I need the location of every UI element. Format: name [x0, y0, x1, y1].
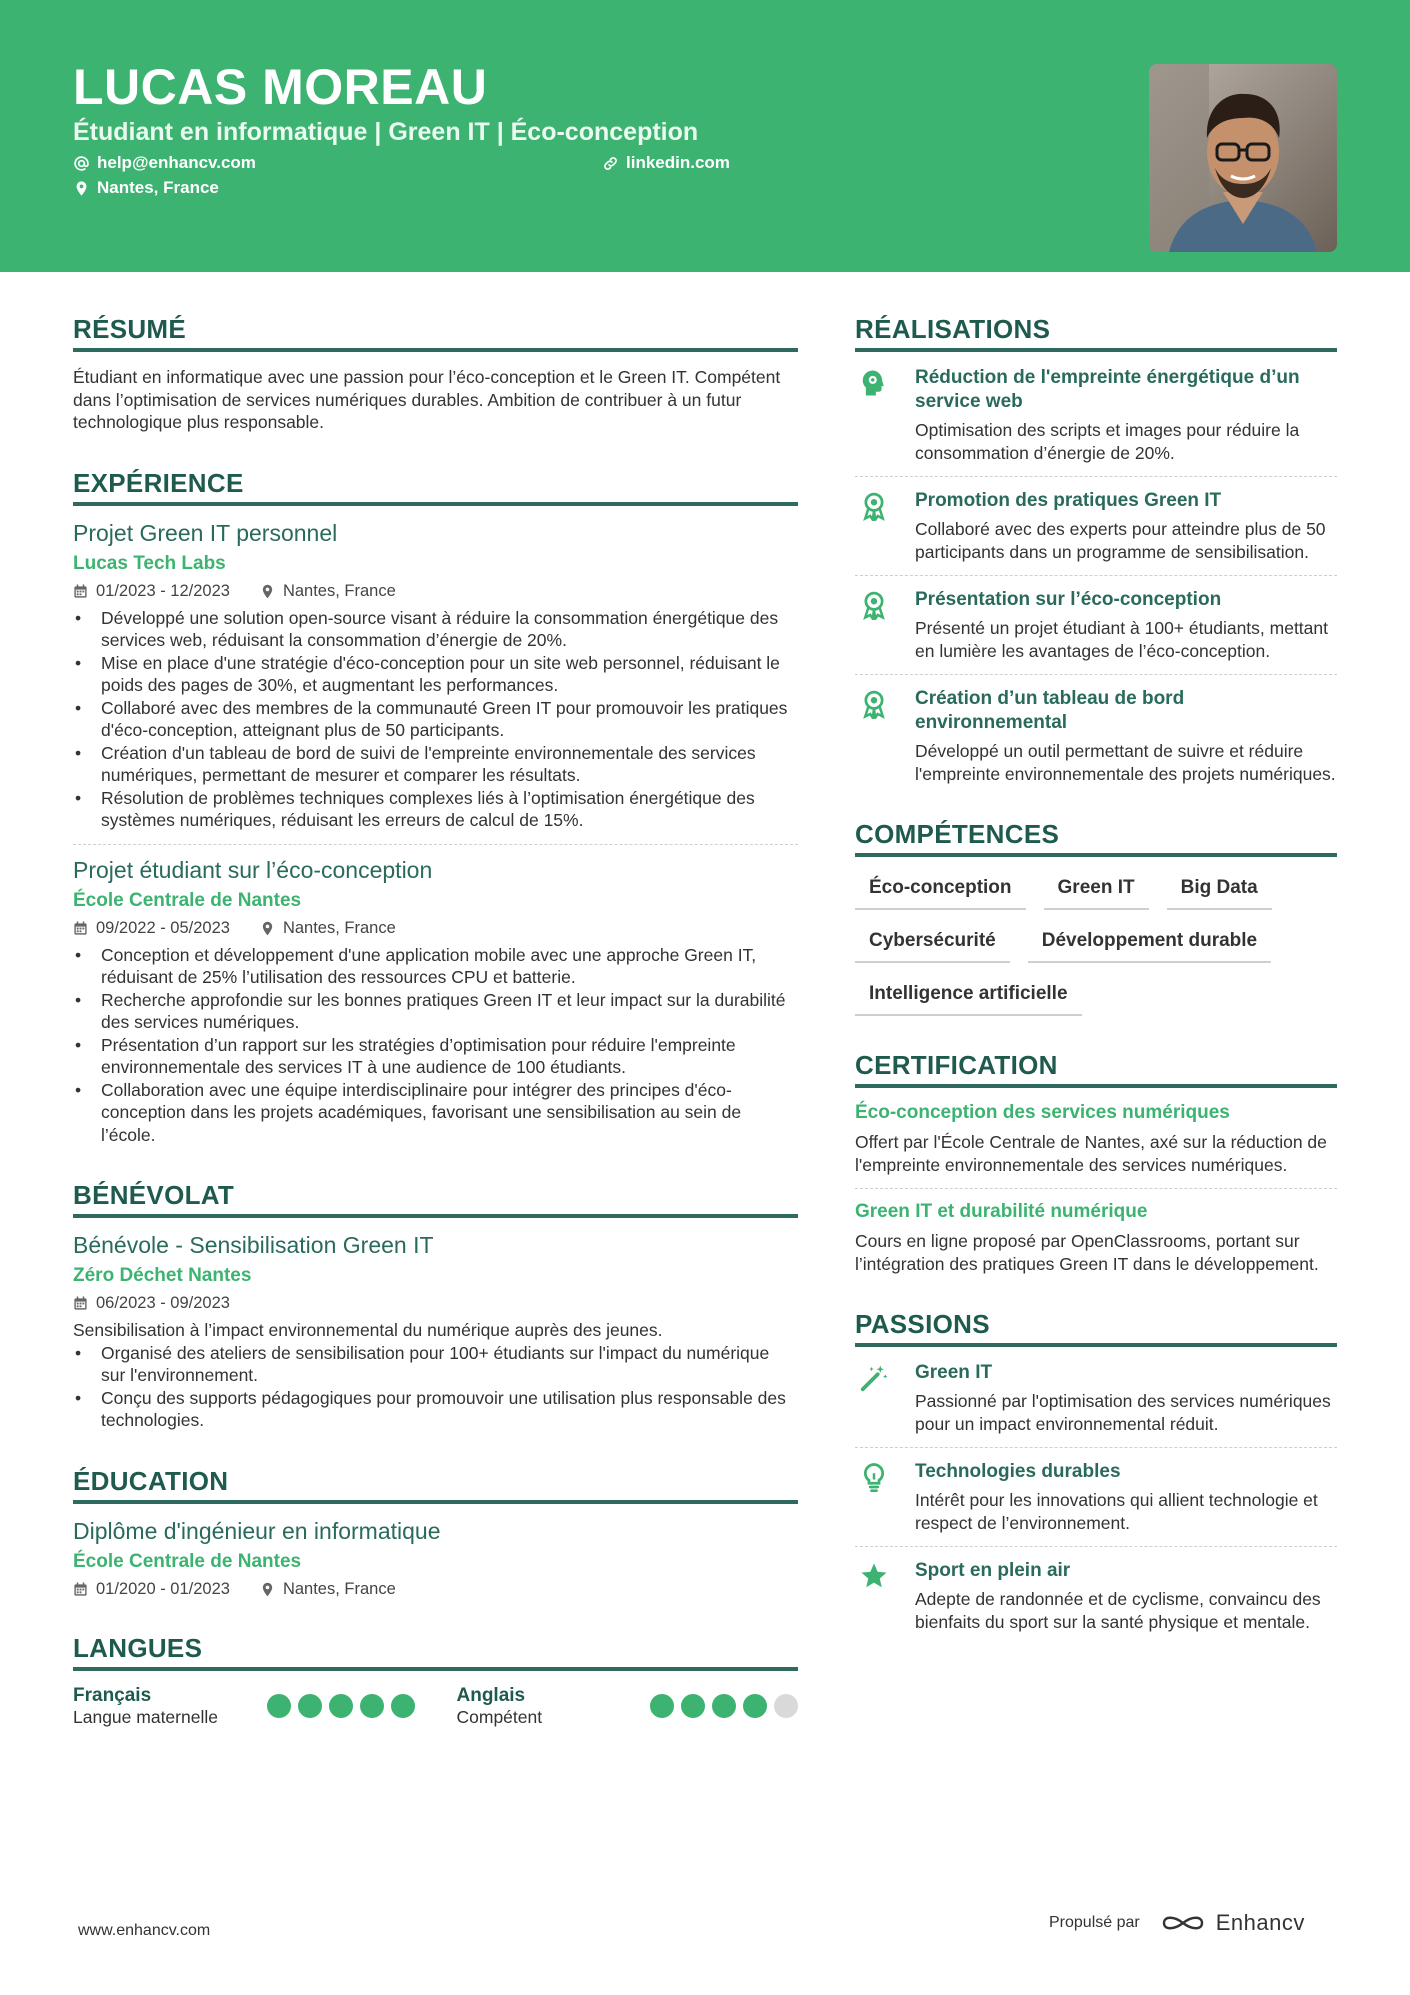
rating-dot — [650, 1694, 674, 1718]
left-column — [73, 314, 798, 1762]
language-level: Compétent — [456, 1706, 543, 1727]
candidate-title: Étudiant en informatique | Green IT | Éco-conception — [73, 118, 699, 146]
education-section — [73, 1466, 798, 1599]
lightbulb-icon — [859, 1462, 889, 1492]
achievement-title: Présentation sur l’éco-conception — [915, 589, 1222, 610]
achievement-desc: Collaboré avec des experts pour atteindre plus de 50 participants dans un programme de sensibilisation. — [915, 519, 1326, 562]
education-location — [260, 1580, 396, 1599]
volunteer-meta — [73, 1294, 798, 1313]
rating-dot — [774, 1694, 798, 1718]
list-item: • Résolution de problèmes techniques complexes liés à l’optimisation énergétique des systèmes numériques, réduisant les erreurs de calcul de 15%. — [73, 787, 798, 832]
volunteer-section — [73, 1180, 798, 1432]
skill-tag: Intelligence artificielle — [855, 977, 1082, 1016]
job-location — [260, 919, 396, 938]
achievement-item — [855, 588, 1337, 662]
right-column — [855, 314, 1337, 1667]
achievements-section — [855, 314, 1337, 785]
calendar-icon — [73, 1582, 88, 1597]
magic-wand-icon — [859, 1363, 889, 1393]
passion-item — [855, 1361, 1337, 1435]
achievement-item — [855, 489, 1337, 563]
company-name: Lucas Tech Labs — [73, 552, 226, 574]
linkedin-text: linkedin.com — [626, 153, 730, 172]
education-meta — [73, 1580, 798, 1599]
language-rating — [267, 1694, 415, 1718]
certification-section — [855, 1050, 1337, 1275]
award-icon — [859, 590, 889, 620]
award-icon — [859, 491, 889, 521]
divider — [855, 1188, 1337, 1189]
job-location-text: Nantes, France — [282, 581, 396, 600]
candidate-name: LUCAS MOREAU — [73, 59, 488, 115]
volunteer-org: Zéro Déchet Nantes — [73, 1265, 252, 1286]
languages-heading: LANGUES — [73, 1633, 798, 1671]
rating-dot — [267, 1694, 291, 1718]
job-dates-text: 01/2023 - 12/2023 — [96, 581, 230, 600]
experience-section — [73, 468, 798, 1147]
list-item: • Collaboré avec des membres de la communauté Green IT pour promouvoir les pratiques d'éco-conception, atteignant plus de 50 participants. — [73, 697, 798, 742]
language-name: Anglais — [456, 1684, 526, 1706]
star-icon — [859, 1561, 889, 1591]
job-title: Projet étudiant sur l’éco-conception — [73, 856, 433, 883]
job-dates — [73, 919, 230, 938]
degree-title: Diplôme d'ingénieur en informatique — [73, 1517, 441, 1544]
volunteer-dates — [73, 1294, 230, 1313]
passion-title: Sport en plein air — [915, 1560, 1071, 1581]
rating-dot — [298, 1694, 322, 1718]
achievement-item — [855, 687, 1337, 785]
certification-heading: CERTIFICATION — [855, 1050, 1337, 1088]
skills-list — [855, 871, 1337, 1016]
passion-desc: Intérêt pour les innovations qui allient technologie et respect de l’environnement. — [915, 1490, 1318, 1533]
rating-dot — [391, 1694, 415, 1718]
rating-dot — [743, 1694, 767, 1718]
job-location — [260, 582, 396, 601]
location-pin-icon — [73, 180, 90, 197]
education-heading: ÉDUCATION — [73, 1466, 798, 1504]
certification-desc: Offert par l'École Centrale de Nantes, axé sur la réduction de l'empreinte environnementale des services numériques. — [855, 1132, 1327, 1175]
job-title: Projet Green IT personnel — [73, 519, 338, 546]
language-item — [457, 1685, 799, 1728]
job-location-text: Nantes, France — [282, 918, 396, 937]
language-item — [73, 1685, 415, 1728]
education-dates — [73, 1580, 230, 1599]
resume-section — [73, 314, 798, 434]
school-name: École Centrale de Nantes — [73, 1550, 302, 1572]
at-icon — [73, 155, 90, 172]
skill-tag: Éco-conception — [855, 871, 1026, 910]
head-gear-icon — [859, 368, 889, 398]
list-item: • Organisé des ateliers de sensibilisation pour 100+ étudiants sur l'impact du numérique sur l'environnement. — [73, 1342, 798, 1387]
rating-dot — [681, 1694, 705, 1718]
list-item: • Mise en place d'une stratégie d'éco-conception pour un site web personnel, réduisant le poids des pages de 30%, et augmentant les performances. — [73, 652, 798, 697]
powered-by-text: Propulsé par — [1049, 1914, 1140, 1931]
skills-section — [855, 819, 1337, 1016]
certification-desc: Cours en ligne proposé par OpenClassrooms, portant sur l’intégration des pratiques Green IT dans le développement. — [855, 1231, 1319, 1274]
certification-title: Éco-conception des services numériques — [855, 1102, 1230, 1123]
divider — [855, 575, 1337, 576]
skills-heading: COMPÉTENCES — [855, 819, 1337, 857]
certification-title: Green IT et durabilité numérique — [855, 1201, 1148, 1222]
footer-site-link[interactable]: www.enhancv.com — [78, 1922, 211, 1939]
education-dates-text: 01/2020 - 01/2023 — [96, 1579, 230, 1598]
footer-brand — [1049, 1910, 1305, 1936]
job-bullets — [73, 944, 798, 1147]
achievement-title: Promotion des pratiques Green IT — [915, 490, 1222, 511]
list-item: • Collaboration avec une équipe interdisciplinaire pour intégrer des principes d'éco-conception dans les projets académiques, favorisant une sensibilisation au sein de l’école. — [73, 1079, 798, 1147]
profile-photo — [1149, 64, 1337, 252]
enhancv-logo-icon — [1160, 1911, 1206, 1935]
skill-tag: Cybersécurité — [855, 924, 1010, 963]
passions-section — [855, 1309, 1337, 1633]
enhancv-logo[interactable] — [1160, 1910, 1305, 1936]
header-banner — [0, 0, 1410, 272]
award-icon — [859, 689, 889, 719]
education-location-text: Nantes, France — [282, 1579, 396, 1598]
volunteer-title: Bénévole - Sensibilisation Green IT — [73, 1232, 434, 1258]
passion-item — [855, 1559, 1337, 1633]
passions-heading: PASSIONS — [855, 1309, 1337, 1347]
rating-dot — [712, 1694, 736, 1718]
experience-item — [73, 857, 798, 1147]
skill-tag: Développement durable — [1028, 924, 1271, 963]
list-item: • Recherche approfondie sur les bonnes pratiques Green IT et leur impact sur la durabilité des services numériques. — [73, 989, 798, 1034]
location-contact — [73, 178, 219, 198]
divider — [73, 844, 798, 845]
job-bullets — [73, 607, 798, 832]
resume-heading: RÉSUMÉ — [73, 314, 798, 352]
achievement-title: Création d’un tableau de bord environnemental — [915, 688, 1185, 733]
passion-title: Green IT — [915, 1362, 993, 1383]
calendar-icon — [73, 921, 88, 936]
certification-item — [855, 1102, 1337, 1176]
list-item: • Développé une solution open-source visant à réduire la consommation énergétique des services web, réduisant la consommation d’énergie de 20%. — [73, 607, 798, 652]
passion-desc: Adepte de randonnée et de cyclisme, convaincu des bienfaits du sport sur la santé physique et mentale. — [915, 1589, 1321, 1632]
rating-dot — [329, 1694, 353, 1718]
resume-text: Étudiant en informatique avec une passion pour l’éco-conception et le Green IT. Compétent dans l’optimisation de services numériques durables. Ambition de contribuer à un futur technologique plus responsable. — [73, 367, 781, 432]
volunteer-dates-text: 06/2023 - 09/2023 — [96, 1294, 230, 1312]
volunteer-heading: BÉNÉVOLAT — [73, 1180, 798, 1218]
skill-tag: Green IT — [1044, 871, 1149, 910]
link-icon — [602, 155, 619, 172]
certification-item — [855, 1201, 1337, 1275]
achievement-desc: Présenté un projet étudiant à 100+ étudiants, mettant en lumière les avantages de l’éco-conception. — [915, 618, 1328, 661]
job-meta — [73, 582, 798, 601]
linkedin-contact[interactable] — [602, 153, 730, 173]
passion-title: Technologies durables — [915, 1461, 1121, 1482]
language-rating — [650, 1694, 798, 1718]
email-contact[interactable] — [73, 153, 256, 173]
list-item: • Conception et développement d'une application mobile avec une approche Green IT, réduisant de 25% l’utilisation des ressources CPU et batterie. — [73, 944, 798, 989]
languages-section — [73, 1633, 798, 1728]
rating-dot — [360, 1694, 384, 1718]
skill-tag: Big Data — [1167, 871, 1272, 910]
list-item: • Conçu des supports pédagogiques pour promouvoir une utilisation plus responsable des technologies. — [73, 1387, 798, 1432]
calendar-icon — [73, 584, 88, 599]
company-name: École Centrale de Nantes — [73, 889, 302, 911]
achievement-desc: Optimisation des scripts et images pour réduire la consommation d’énergie de 20%. — [915, 420, 1300, 463]
location-pin-icon — [260, 921, 275, 936]
list-item: • Création d'un tableau de bord de suivi de l'empreinte environnementale des services numériques, permettant de mesurer et comparer les résultats. — [73, 742, 798, 787]
achievement-desc: Développé un outil permettant de suivre et réduire l'empreinte environnementale des projets numériques. — [915, 741, 1336, 784]
location-pin-icon — [260, 1582, 275, 1597]
passion-item — [855, 1460, 1337, 1534]
divider — [855, 476, 1337, 477]
job-dates — [73, 582, 230, 601]
achievements-heading: RÉALISATIONS — [855, 314, 1337, 352]
job-meta — [73, 919, 798, 938]
divider — [855, 674, 1337, 675]
volunteer-bullets — [73, 1342, 798, 1432]
divider — [855, 1447, 1337, 1448]
list-item: • Présentation d’un rapport sur les stratégies d’optimisation pour réduire l'empreinte environnementale des services IT à une audience de 100 étudiants. — [73, 1034, 798, 1079]
languages-list — [73, 1685, 798, 1728]
calendar-icon — [73, 1296, 88, 1311]
experience-heading: EXPÉRIENCE — [73, 468, 798, 506]
location-pin-icon — [260, 584, 275, 599]
brand-name: Enhancv — [1215, 1910, 1305, 1935]
passion-desc: Passionné par l'optimisation des services numériques pour un impact environnemental réduit. — [915, 1391, 1331, 1434]
email-text: help@enhancv.com — [97, 153, 256, 172]
language-level: Langue maternelle — [73, 1706, 218, 1727]
volunteer-summary: Sensibilisation à l’impact environnemental du numérique auprès des jeunes. — [73, 1320, 663, 1340]
achievement-item — [855, 366, 1337, 464]
experience-item — [73, 520, 798, 832]
achievement-title: Réduction de l'empreinte énergétique d’un service web — [915, 367, 1300, 412]
divider — [855, 1546, 1337, 1547]
language-name: Français — [73, 1684, 152, 1706]
job-dates-text: 09/2022 - 05/2023 — [96, 918, 230, 937]
location-text: Nantes, France — [97, 178, 219, 197]
